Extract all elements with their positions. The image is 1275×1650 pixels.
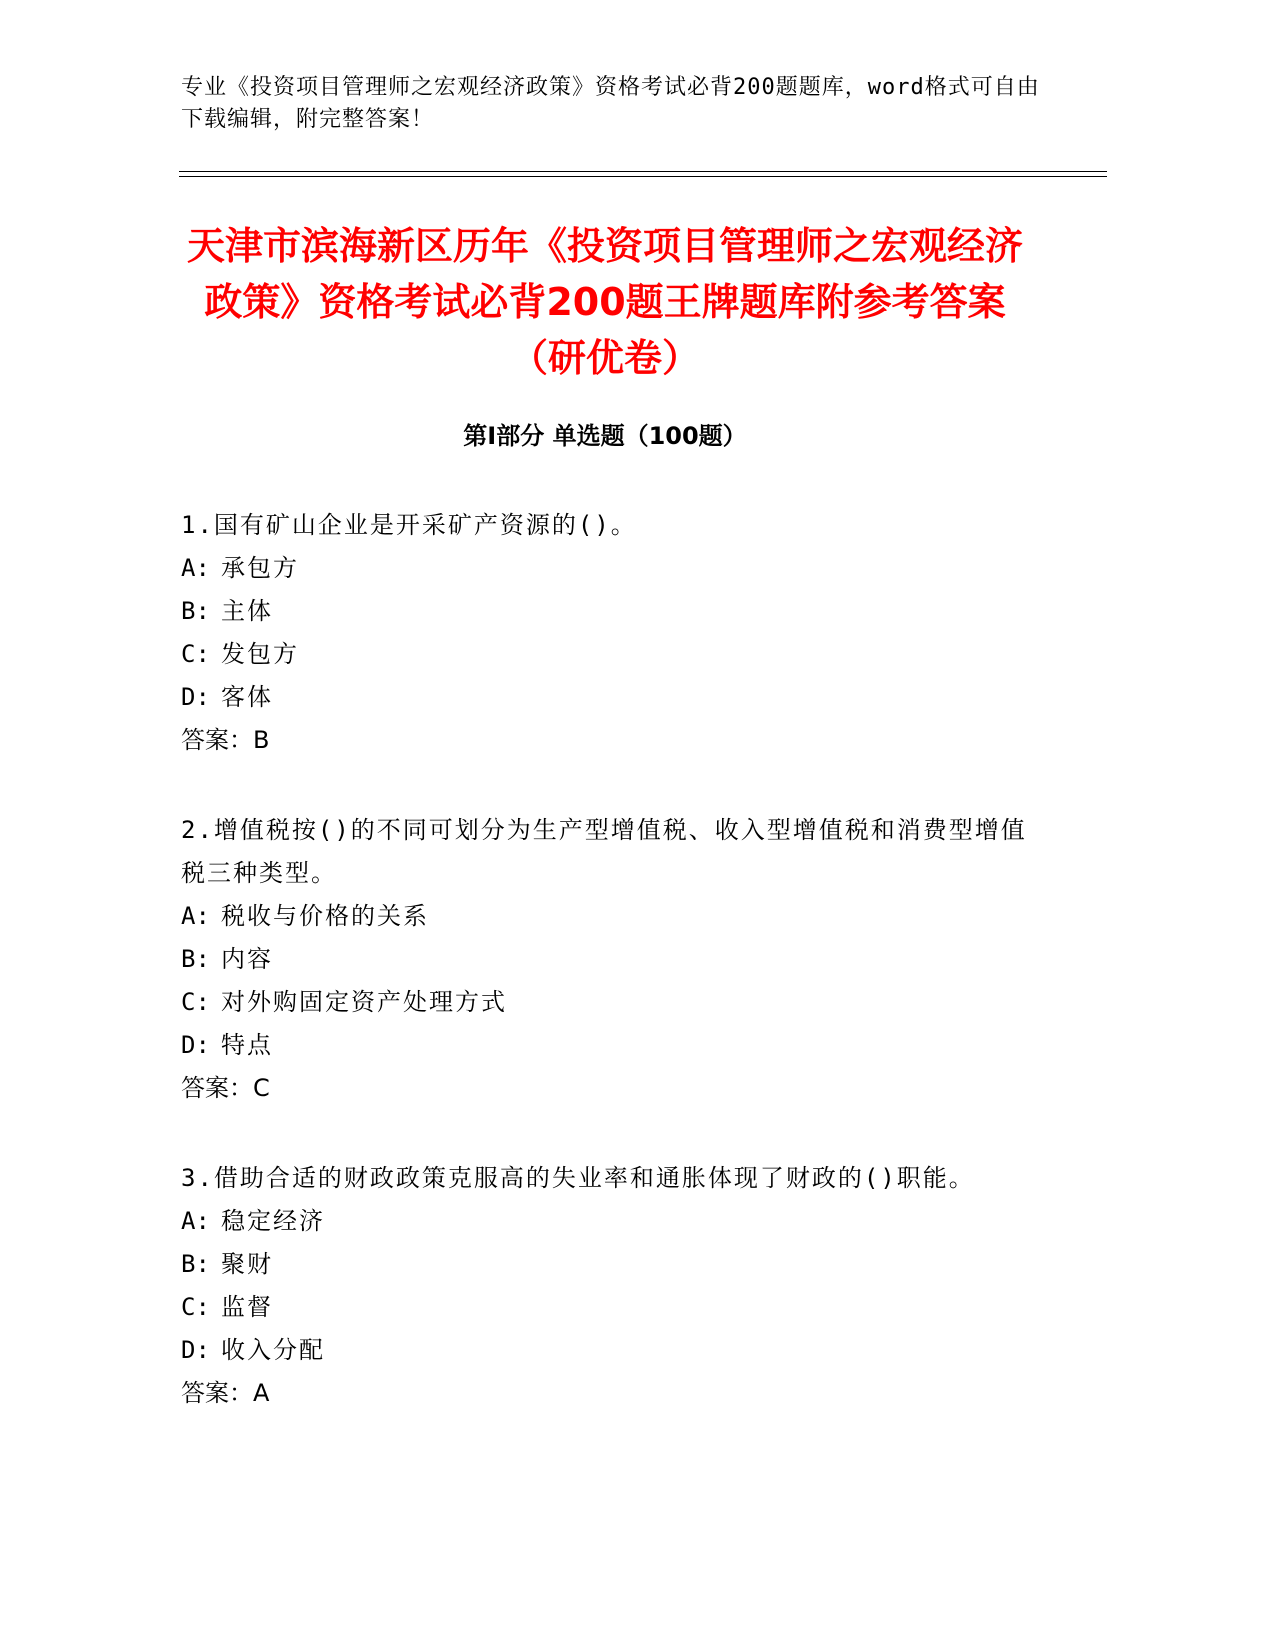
question-2 bbox=[181, 809, 1041, 1110]
question-3 bbox=[181, 1157, 1041, 1415]
header-note: 专业《投资项目管理师之宏观经济政策》资格考试必背200题题库，word格式可自由下载编辑，附完整答案！ bbox=[181, 75, 1040, 132]
question-stem: 1.国有矿山企业是开采矿产资源的()。 bbox=[181, 511, 637, 539]
option-b: B: 内容 bbox=[181, 945, 273, 973]
option-d: D: 特点 bbox=[181, 1031, 273, 1059]
header-divider-bottom bbox=[179, 176, 1107, 177]
option-b: B: 聚财 bbox=[181, 1250, 273, 1278]
option-c: C: 发包方 bbox=[181, 640, 299, 668]
question-1 bbox=[181, 504, 1041, 762]
section-heading: 第Ⅰ部分 单选题（100题） bbox=[463, 422, 747, 450]
document-title: 天津市滨海新区历年《投资项目管理师之宏观经济政策》资格考试必背200题王牌题库附参考答案（研优卷） bbox=[186, 224, 1023, 380]
question-stem: 2.增值税按()的不同可划分为生产型增值税、收入型增值税和消费型增值税三种类型。 bbox=[181, 816, 1027, 887]
answer: 答案：B bbox=[181, 726, 270, 754]
option-d: D: 收入分配 bbox=[181, 1336, 325, 1364]
option-c: C: 对外购固定资产处理方式 bbox=[181, 988, 507, 1016]
answer: 答案：C bbox=[181, 1074, 270, 1102]
option-a: A: 稳定经济 bbox=[181, 1207, 325, 1235]
option-b: B: 主体 bbox=[181, 597, 273, 625]
option-a: A: 承包方 bbox=[181, 554, 299, 582]
header-divider-top bbox=[179, 171, 1107, 172]
question-stem: 3.借助合适的财政政策克服高的失业率和通胀体现了财政的()职能。 bbox=[181, 1164, 975, 1192]
answer: 答案：A bbox=[181, 1379, 270, 1407]
option-c: C: 监督 bbox=[181, 1293, 273, 1321]
option-a: A: 税收与价格的关系 bbox=[181, 902, 429, 930]
option-d: D: 客体 bbox=[181, 683, 273, 711]
